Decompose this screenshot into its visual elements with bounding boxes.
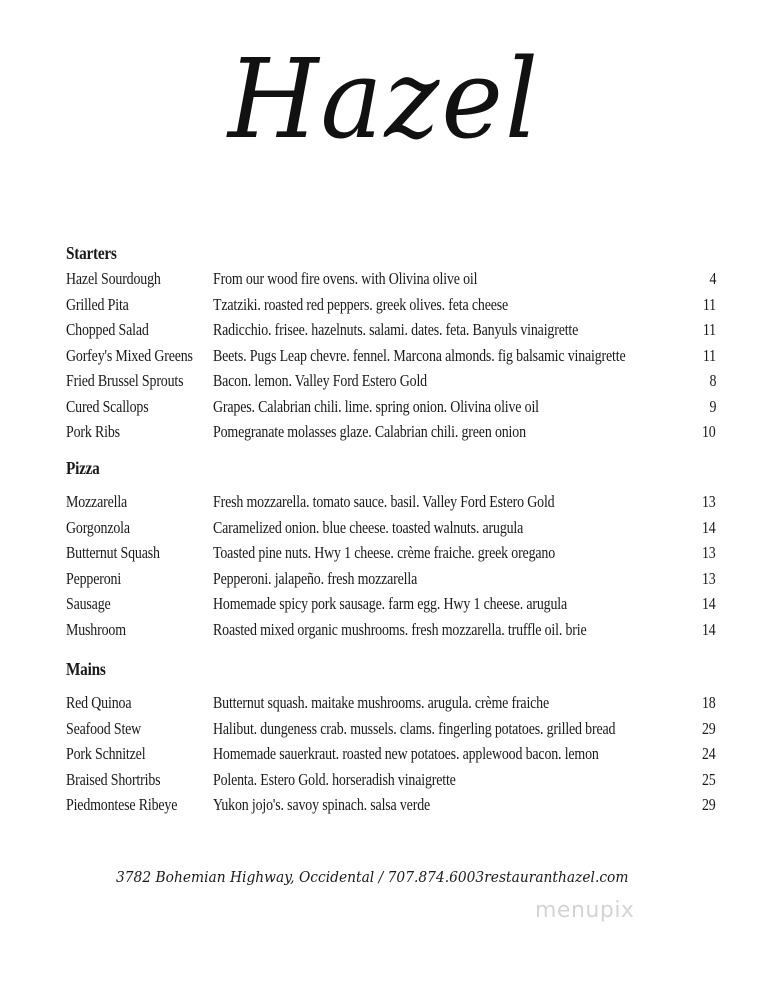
menu-item-price: 14 (702, 594, 716, 613)
menu-item-desc: Tzatziki. roasted red peppers. greek olives. feta cheese (213, 294, 509, 314)
menu-item (66, 368, 716, 394)
menu-item-desc: Radicchio. frisee. hazelnuts. salami. dates. feta. Banyuls vinaigrette (213, 320, 579, 339)
menu-item-price: 11 (702, 345, 716, 365)
section-heading: Starters (66, 243, 117, 263)
menu-item-price: 9 (709, 396, 716, 416)
restaurant-logo-title: Hazel (227, 34, 541, 164)
watermark: menupix (535, 898, 635, 923)
menu-item (66, 767, 716, 793)
menu-item (66, 515, 716, 541)
menu-item-desc: Halibut. dungeness crab. mussels. clams. fingerling potatoes. grilled bread (213, 718, 616, 738)
menu-item (66, 266, 716, 292)
section-pizza (66, 455, 716, 642)
menu-item-price: 14 (702, 619, 716, 639)
menu-item-desc: Bacon. lemon. Valley Ford Estero Gold (213, 371, 427, 390)
menu-item-name: Sausage (66, 594, 111, 613)
menu-item (66, 317, 716, 343)
menu-item-name: Grilled Pita (66, 294, 129, 314)
menu-item (66, 489, 716, 515)
menu-item (66, 716, 716, 742)
menu-item-desc: Fresh mozzarella. tomato sauce. basil. Valley Ford Estero Gold (213, 492, 555, 511)
menu-item-name: Pork Ribs (66, 422, 120, 441)
menu-item-price: 14 (702, 517, 716, 537)
section-heading: Pizza (66, 458, 100, 478)
menu-item-name: Pork Schnitzel (66, 744, 146, 763)
footer-contact: 3782 Bohemian Highway, Occidental / 707.874.6003restauranthazel.com (116, 868, 629, 886)
menu-item (66, 591, 716, 617)
menu-item-desc: Yukon jojo's. savoy spinach. salsa verde (213, 795, 431, 814)
menu-item-name: Mushroom (66, 619, 126, 639)
menu-item-price: 11 (702, 320, 716, 339)
menu-item-price: 24 (702, 744, 716, 763)
menu-item (66, 792, 716, 818)
menu-item-name: Butternut Squash (66, 543, 160, 562)
menu-item-price: 13 (702, 492, 716, 511)
menu-item-name: Hazel Sourdough (66, 269, 161, 288)
menu-item-name: Cured Scallops (66, 396, 149, 416)
menu-item-price: 8 (709, 371, 716, 390)
section-mains (66, 656, 716, 818)
menu-item-desc: Homemade spicy pork sausage. farm egg. Hwy 1 cheese. arugula (213, 594, 568, 613)
menu-item-price: 29 (702, 795, 716, 814)
section-starters (66, 240, 716, 445)
menu-item-name: Braised Shortribs (66, 769, 161, 789)
menu-item (66, 394, 716, 420)
menu-item-name: Pepperoni (66, 568, 122, 588)
menu-item-name: Seafood Stew (66, 718, 142, 738)
menu-item-desc: Pomegranate molasses glaze. Calabrian chili. green onion (213, 422, 526, 441)
menu-item-name: Mozzarella (66, 492, 128, 511)
menu-item (66, 419, 716, 445)
menu-item-price: 13 (702, 568, 716, 588)
menu-item-price: 10 (702, 422, 716, 441)
menu-item-desc: Grapes. Calabrian chili. lime. spring onion. Olivina olive oil (213, 396, 539, 416)
menu-item-price: 29 (702, 718, 716, 738)
menu-item-desc: Pepperoni. jalapeño. fresh mozzarella (213, 568, 418, 588)
menu-item-name: Chopped Salad (66, 320, 149, 339)
menu-item (66, 292, 716, 318)
menu-item-name: Gorfey's Mixed Greens (66, 345, 193, 365)
section-heading: Mains (66, 659, 106, 679)
menu-item-price: 25 (702, 769, 716, 789)
menu-item-name: Red Quinoa (66, 693, 132, 712)
menu-item (66, 540, 716, 566)
menu-item (66, 617, 716, 643)
menu-item-desc: Homemade sauerkraut. roasted new potatoes. applewood bacon. lemon (213, 744, 599, 763)
menu-item-desc: Polenta. Estero Gold. horseradish vinaigrette (213, 769, 456, 789)
menu-item-name: Fried Brussel Sprouts (66, 371, 184, 390)
menu-item-name: Gorgonzola (66, 517, 130, 537)
menu-item-desc: Butternut squash. maitake mushrooms. arugula. crème fraiche (213, 693, 550, 712)
menu-item (66, 343, 716, 369)
menu-item (66, 690, 716, 716)
menu-item-price: 13 (702, 543, 716, 562)
menu-item-name: Piedmontese Ribeye (66, 795, 178, 814)
menu-item-desc: Beets. Pugs Leap chevre. fennel. Marcona almonds. fig balsamic vinaigrette (213, 345, 626, 365)
menu-item-desc: Caramelized onion. blue cheese. toasted walnuts. arugula (213, 517, 524, 537)
menu-item-price: 4 (709, 269, 716, 288)
menu-item (66, 566, 716, 592)
menu-item-desc: Roasted mixed organic mushrooms. fresh mozzarella. truffle oil. brie (213, 619, 587, 639)
menu-item-price: 11 (702, 294, 716, 314)
menu-item-price: 18 (702, 693, 716, 712)
menu-item-desc: Toasted pine nuts. Hwy 1 cheese. crème fraiche. greek oregano (213, 543, 556, 562)
menu-item (66, 741, 716, 767)
menu-item-desc: From our wood fire ovens. with Olivina olive oil (213, 269, 478, 288)
